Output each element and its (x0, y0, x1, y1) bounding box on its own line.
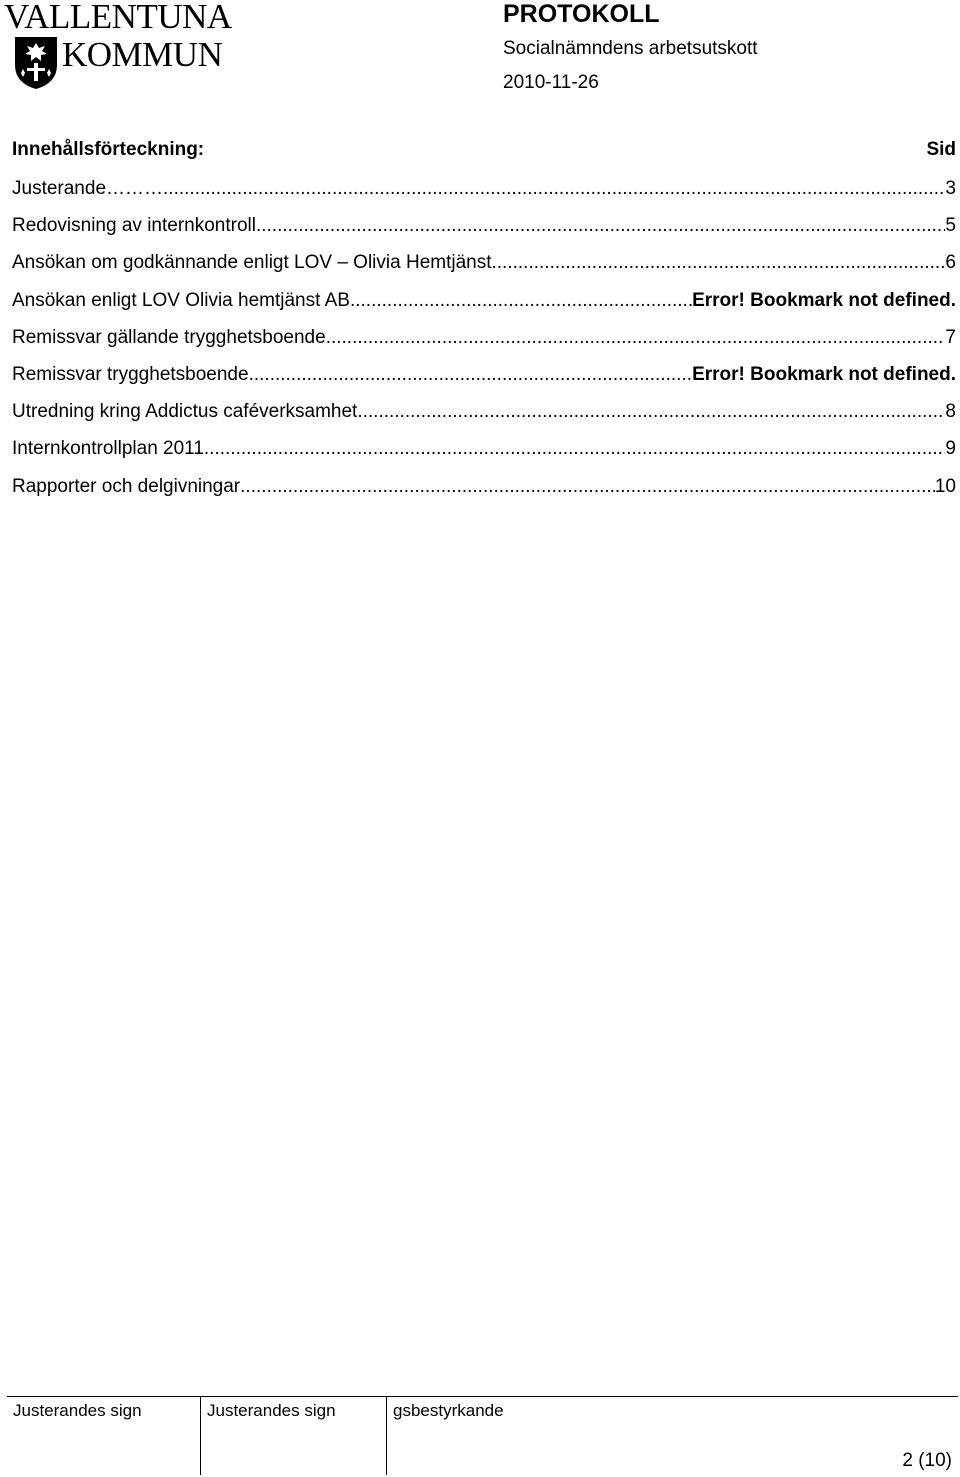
toc-item-page-error: Error! Bookmark not defined. (692, 363, 956, 385)
certification-cell (386, 1397, 958, 1475)
toc-item-addictus[interactable] (12, 393, 956, 430)
certification-label: gsbestyrkande (393, 1401, 504, 1420)
municipality-logo (0, 0, 250, 96)
toc-item-title: Remissvar gällande trygghetsboende (12, 326, 326, 348)
toc-item-page: 3 (945, 178, 956, 199)
logo-text-line1: VALLENTUNA (4, 0, 232, 36)
toc-dot-leader (326, 319, 946, 356)
toc-dot-leader (357, 393, 945, 430)
committee-name: Socialnämndens arbetsutskott (503, 38, 758, 59)
toc-item-lov-olivia-ab[interactable] (12, 282, 956, 319)
toc-item-title: Internkontrollplan 2011 (12, 438, 204, 460)
document-type: PROTOKOLL (503, 0, 660, 28)
toc-item-title: Ansökan om godkännande enligt LOV – Olivia Hemtjänst (12, 252, 492, 274)
toc-dot-leader (492, 244, 946, 281)
toc-item-page: 7 (945, 326, 956, 348)
signature-label-1: Justerandes sign (13, 1401, 142, 1420)
toc-page-heading: Sid (926, 139, 956, 160)
toc-item-remissvar-gallande[interactable] (12, 319, 956, 356)
signature-footer (7, 1396, 958, 1475)
toc-dot-leader (249, 356, 693, 393)
signature-cell-1 (7, 1397, 200, 1475)
toc-item-page: 5 (945, 215, 956, 237)
document-header (503, 0, 758, 94)
toc-item-page: 6 (945, 252, 956, 274)
toc-dot-leader (350, 282, 692, 319)
page-number: 2 (10) (902, 1450, 952, 1471)
toc-item-page-error: Error! Bookmark not defined. (692, 289, 956, 311)
signature-label-2: Justerandes sign (207, 1401, 336, 1420)
toc-item-title: Justerande……… (12, 178, 164, 199)
table-of-contents (12, 134, 956, 505)
toc-item-title: Remissvar trygghetsboende (12, 363, 249, 385)
toc-item-title: Redovisning av internkontroll (12, 215, 256, 237)
toc-dot-leader (240, 468, 935, 505)
signature-cell-2 (200, 1397, 386, 1475)
toc-item-remissvar[interactable] (12, 356, 956, 393)
toc-item-internkontroll[interactable] (12, 207, 956, 244)
toc-item-title: Ansökan enligt LOV Olivia hemtjänst AB (12, 289, 350, 311)
toc-item-page: 10 (934, 475, 956, 497)
toc-item-page: 8 (945, 401, 956, 423)
logo-text-line2: KOMMUN (62, 35, 223, 74)
toc-list (12, 170, 956, 505)
toc-dot-leader (163, 170, 945, 207)
toc-heading: Innehållsförteckning: (12, 139, 205, 160)
toc-item-title: Utredning kring Addictus caféverksamhet (12, 401, 358, 423)
toc-item-page: 9 (945, 438, 956, 460)
toc-header (12, 134, 956, 166)
coat-of-arms-icon (13, 35, 59, 91)
toc-item-lov-olivia[interactable] (12, 244, 956, 281)
toc-dot-leader (204, 430, 946, 467)
toc-dot-leader (256, 207, 945, 244)
toc-item-internkontrollplan[interactable] (12, 430, 956, 467)
toc-item-title: Rapporter och delgivningar (12, 475, 241, 497)
toc-item-justerande[interactable] (12, 170, 956, 207)
document-date: 2010-11-26 (503, 72, 599, 93)
toc-item-rapporter[interactable] (12, 468, 956, 505)
